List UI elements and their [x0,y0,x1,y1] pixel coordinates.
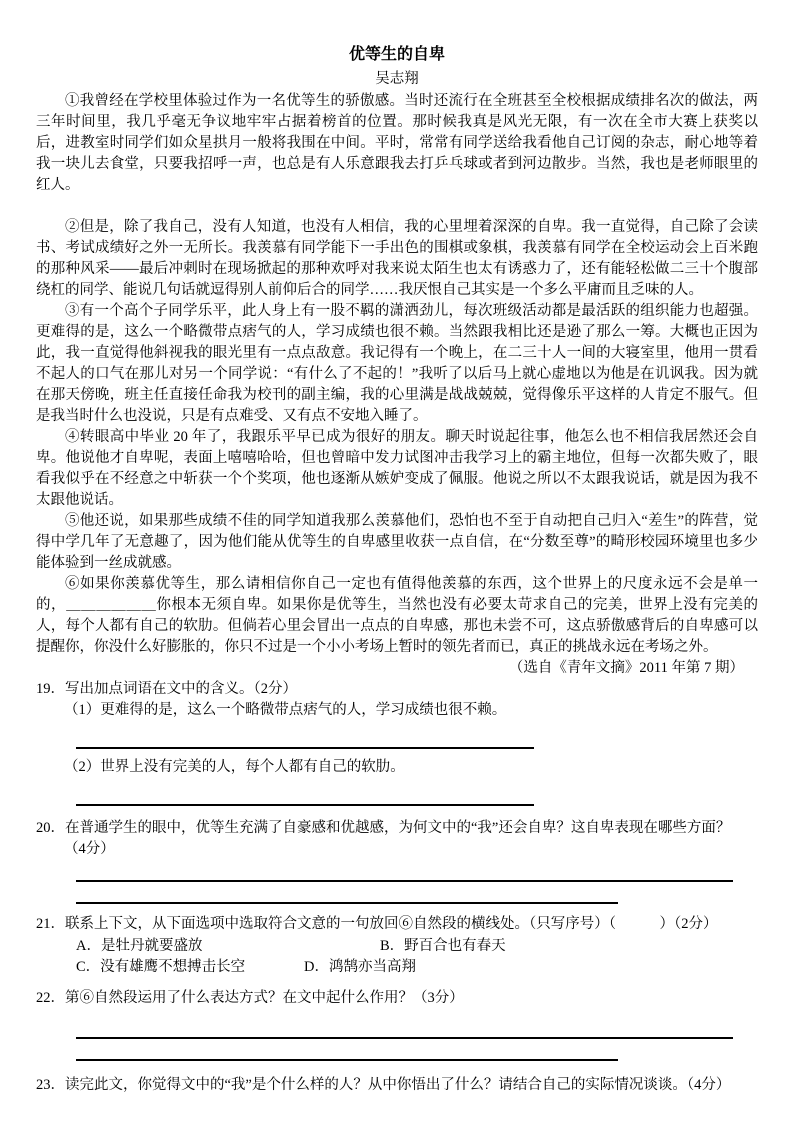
answer-line [76,1059,618,1061]
question-21-options-row-2 [76,957,758,978]
question-19-number: 19． [36,681,65,697]
question-19-sub-1: （1）更难得的是，这么一个略微带点痞气的人，学习成绩也很不赖。 [64,702,507,718]
question-23-text: 读完此文，你觉得文中的“我”是个什么样的人？从中你悟出了什么？请结合自己的实际情况谈谈。（4分） [65,1077,731,1093]
article-title: 优等生的自卑 [348,46,445,63]
question-22-number: 22． [36,990,65,1006]
question-20 [36,818,758,839]
question-23-number: 23． [36,1077,65,1093]
article-paragraph-6: ⑥如果你羡慕优等生，那么请相信你自己一定也有值得他羡慕的东西，这个世界上的尺度永远不会是单一的，＿＿＿＿＿＿你根本无须自卑。如果你是优等生，当然也没有必要太苛求自己的完美，世界上没有完美的人，每个人都有自己的软肋。但倘若心里会冒出一点点的自卑感，那也未尝不可，这点骄傲感背后的自卑感可以提醒你，你没什么好膨胀的，你只不过是一个小小考场上暂时的领先者而已，真正的挑战永远在考场之外。 [36,576,758,655]
question-19 [36,679,758,700]
question-20-points: （4分） [64,841,115,857]
question-21-option-d: D．鸿鹄亦当高翔 [304,959,416,975]
article-paragraph-2: ②但是，除了我自己，没有人知道，也没有人相信，我的心里埋着深深的自卑。我一直觉得，自己除了会读书、考试成绩好之外一无所长。我羡慕有同学能下一手出色的围棋或象棋，我羡慕有同学在全校运动会上百米跑的那种风采——最后冲刺时在现场掀起的那种欢呼对我来说太陌生也太有诱惑力了，还有能轻松做二三十个腹部绕杠的同学、能说几句话就逗得别人前仰后合的同学……我厌恨自己其实是一个多么平庸而且乏味的人。 [36,219,758,298]
question-19-sub-2: （2）世界上没有完美的人，每个人都有自己的软肋。 [64,759,405,775]
answer-line [76,747,534,749]
question-21-option-b: B．野百合也有春天 [380,938,506,954]
article-paragraph-4: ④转眼高中毕业 20 年了，我跟乐平早已成为很好的朋友。聊天时说起往事，他怎么也不相信我居然还会自卑。他说他才自卑呢，表面上嘻嘻哈哈，但也曾暗中发力试图冲击我学习上的霸主地位，但每一次都失败了，眼看我似乎在不经意之中斩获一个个奖项，他也逐渐从嫉妒变成了佩服。他说之所以不太跟我说话，就是因为我不太跟他说话。 [36,429,758,508]
article-paragraph-3: ③有一个高个子同学乐平，此人身上有一股不羁的潇洒劲儿，每次班级活动都是最活跃的组织能力也超强。更难得的是，这么一个略微带点痞气的人，学习成绩也很不赖。当然跟我相比还是逊了那么一筹。大概也正因为此，我一直觉得他斜视我的眼光里有一点点敌意。我记得有一个晚上，在二三十人一间的大寝室里，他用一贯看不起人的口气在那儿对另一个同学说：“有什么了不起的！”我听了以后马上就心虚地以为他是在讥讽我。因为就在那天傍晚，班主任直接任命我为校刊的副主编，我的心里满是战战兢兢，觉得像乐平这样的人肯定不服气。但是我当时什么也没说，只是有点难受、又有点不安地入睡了。 [36,303,758,424]
question-22-text: 第⑥自然段运用了什么表达方式？在文中起什么作用？（3分） [65,990,464,1006]
question-20-text: 在普通学生的眼中，优等生充满了自豪感和优越感，为何文中的“我”还会自卑？这自卑表现在哪些方面？ [65,820,731,836]
article-author: 吴志翔 [375,71,419,87]
article-paragraph-1: ①我曾经在学校里体验过作为一名优等生的骄傲感。当时还流行在全班甚至全校根据成绩排名次的做法，两三年时间里，我几乎毫无争议地牢牢占据着榜首的位置。那时候我真是风光无限，有一次在全市大赛上获奖以后，进教室时同学们如众星拱月一般将我围在中间。平时，常常有同学送给我看他自己订阅的杂志，耐心地等着我一块儿去食堂，只要我招呼一声，也总是有人乐意跟我去打乒乓球或者到河边散步。当然，我也是老师眼里的红人。 [36,93,758,193]
question-22 [36,988,758,1009]
question-21-options-row-1 [76,936,758,957]
question-21-option-c: C．没有雄鹰不想搏击长空 [76,959,246,975]
question-20-number: 20． [36,820,65,836]
question-21-number: 21． [36,916,65,932]
question-21 [36,914,758,935]
question-21-text: 联系上下文，从下面选项中选取符合文意的一句放回⑥自然段的横线处。（只写序号）（ ）（2分） [65,916,718,932]
question-19-text: 写出加点词语在文中的含义。（2分） [65,681,297,697]
answer-line [76,804,534,806]
question-21-option-a: A．是牡丹就要盛放 [76,938,203,954]
answer-line [76,902,618,904]
article-paragraph-5: ⑤他还说，如果那些成绩不佳的同学知道我那么羡慕他们，恐怕也不至于自动把自己归入“差生”的阵营，觉得中学几年了无意趣了，因为他们能从优等生的自卑感里收获一点自信，在“分数至尊”的畸形校园环境里也多少能体验到一丝成就感。 [36,513,758,571]
answer-line [76,1037,733,1039]
answer-line [76,880,733,882]
question-23 [36,1075,758,1096]
paragraph-spacer [36,196,758,217]
source-citation: （选自《青年文摘》2011 年第 7 期） [508,660,744,676]
